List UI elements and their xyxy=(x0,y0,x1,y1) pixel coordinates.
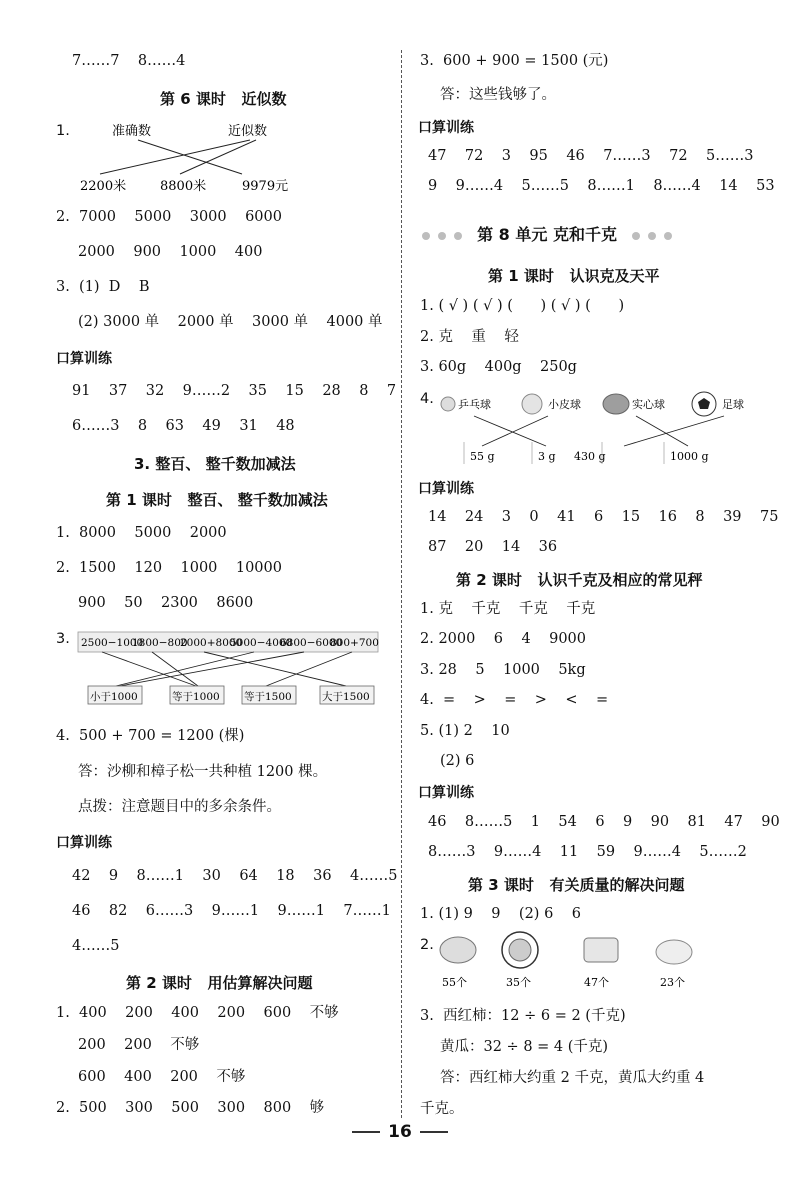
l6-q1-number: 1. xyxy=(56,123,70,139)
r-l1-q1: 1. ( √ ) ( √ ) ( ) ( √ ) ( ) xyxy=(420,298,625,314)
weight-4: 1000 g xyxy=(670,450,709,463)
box-label-2: 等于1000 xyxy=(172,691,220,703)
plate-food-icon xyxy=(509,939,531,961)
q3: 3. 600 + 900 = 1500 (元) xyxy=(420,53,609,69)
ball-label-2: 小皮球 xyxy=(548,398,581,411)
match-line xyxy=(474,416,546,446)
decor-dots-left xyxy=(418,225,466,244)
l1-q1: 1. 8000 5000 2000 xyxy=(56,525,227,541)
oral1-row1: 47 72 3 95 46 7……3 72 5……3 xyxy=(428,148,754,164)
r-l3-q1: 1. (1) 9 9 (2) 6 6 xyxy=(420,906,581,922)
count-1: 55个 xyxy=(442,976,467,989)
expr-1: 2500−1000 xyxy=(81,637,144,649)
l1-q4-tip: 点拨：注意题目中的多余条件。 xyxy=(78,799,281,815)
lesson1-title: 第 1 课时 整百、 整千数加减法 xyxy=(106,491,328,509)
r-l2-q4: 4. = > = > < = xyxy=(420,692,609,708)
unit8-header xyxy=(418,222,718,245)
l1-q2-row2: 900 50 2300 8600 xyxy=(78,595,254,611)
label-exact: 准确数 xyxy=(112,124,152,139)
oral-training-title: 口算训练 xyxy=(56,835,112,851)
top-line: 7……7 8……4 xyxy=(72,53,186,69)
oral1-row1: 91 37 32 9……2 35 15 28 8 7 xyxy=(72,383,397,399)
oral2-row3: 4……5 xyxy=(72,938,120,954)
pingpong-ball-icon xyxy=(441,397,455,411)
q3-answer: 答：这些钱够了。 xyxy=(440,87,556,103)
expr-3: 2000+8000 xyxy=(180,637,243,649)
ball-label-4: 足球 xyxy=(722,398,744,411)
r-lesson3-title: 第 3 课时 有关质量的解决问题 xyxy=(468,876,685,894)
l1-q3-matching-diagram xyxy=(76,626,386,712)
oral3-row2: 8……3 9……4 11 59 9……4 5……2 xyxy=(428,844,747,860)
l2-q1-row1: 1. 400 200 400 200 600 不够 xyxy=(56,1005,339,1021)
oral1-row2: 9 9……4 5……5 8……1 8……4 14 53 xyxy=(428,178,775,194)
oral2-row2: 87 20 14 36 xyxy=(428,539,558,555)
match-line xyxy=(482,416,548,446)
r-l3-q3-answer1: 答：西红柿大约重 2 千克，黄瓜大约重 4 xyxy=(440,1070,705,1086)
crate-icon xyxy=(584,938,618,962)
box-label-1: 小于1000 xyxy=(90,691,138,703)
l6-q3-row2: (2) 3000 单 2000 单 3000 单 4000 单 xyxy=(78,314,383,330)
count-4: 23个 xyxy=(660,976,685,989)
oral3-row1: 46 8……5 1 54 6 9 90 81 47 90 xyxy=(428,814,780,830)
count-2: 35个 xyxy=(506,976,531,989)
l2-q1-row3: 600 400 200 不够 xyxy=(78,1069,246,1085)
expr-4: 5000−4000 xyxy=(230,637,293,649)
unit3-title: 3. 整百、 整千数加减法 xyxy=(134,455,296,473)
unit8-title: 第 8 单元 克和千克 xyxy=(477,225,617,244)
oral-training-title: 口算训练 xyxy=(418,481,474,497)
oral-training-title: 口算训练 xyxy=(56,351,112,367)
r-l1-q3: 3. 60g 400g 250g xyxy=(420,359,577,375)
r-l2-q5-row2: (2) 6 xyxy=(440,753,475,769)
decor-dots-right xyxy=(628,225,676,244)
r-l3-q3-answer2: 千克。 xyxy=(420,1101,464,1117)
rubber-ball-icon xyxy=(522,394,542,414)
label-approx: 近似数 xyxy=(228,124,268,139)
l6-q2-row2: 2000 900 1000 400 xyxy=(78,244,263,260)
count-3: 47个 xyxy=(584,976,609,989)
page-number-bar-right xyxy=(420,1131,448,1133)
l6-q3-row1: 3. (1) D B xyxy=(56,279,150,295)
box-label-3: 等于1500 xyxy=(244,691,292,703)
oral2-row2: 46 82 6……3 9……1 9……1 7……1 xyxy=(72,903,391,919)
r-l2-q1: 1. 克 千克 千克 千克 xyxy=(420,601,596,617)
ball-label-3: 实心球 xyxy=(632,398,665,411)
oral-training-title: 口算训练 xyxy=(418,785,474,801)
value-2: 8800米 xyxy=(160,179,207,194)
weight-1: 55 g xyxy=(470,450,495,463)
r-l1-q4-number: 4. xyxy=(420,391,434,407)
r-l1-q2: 2. 克 重 轻 xyxy=(420,329,519,345)
r-l3-q3-row2: 黄瓜：32 ÷ 8 = 4 (千克) xyxy=(440,1039,609,1055)
page-number-bar-left xyxy=(352,1131,380,1133)
r-l2-q5-row1: 5. (1) 2 10 xyxy=(420,723,510,739)
l1-q2-row1: 2. 1500 120 1000 10000 xyxy=(56,560,282,576)
weight-3: 430 g xyxy=(574,450,606,463)
value-3: 9979元 xyxy=(242,179,289,194)
expr-5: 6800−6000 xyxy=(280,637,343,649)
oral2-row1: 14 24 3 0 41 6 15 16 8 39 75 xyxy=(428,509,779,525)
basket-icon xyxy=(440,937,476,963)
r-l3-q3: 3. 西红柿：12 ÷ 6 = 2 (千克) xyxy=(420,1008,626,1024)
match-line xyxy=(624,416,724,446)
page-number-text: 16 xyxy=(388,1122,412,1142)
oral2-row1: 42 9 8……1 30 64 18 36 4……5 xyxy=(72,868,398,884)
medicine-ball-icon xyxy=(603,394,629,414)
bowl-icon xyxy=(656,940,692,964)
value-1: 2200米 xyxy=(80,179,127,194)
match-line xyxy=(116,652,254,686)
r-l2-q2: 2. 2000 6 4 9000 xyxy=(420,631,587,647)
r-l3-q2-number: 2. xyxy=(420,937,434,953)
ball-weight-matching xyxy=(434,386,756,470)
match-line xyxy=(152,652,198,686)
match-line xyxy=(266,652,352,686)
lesson6-title: 第 6 课时 近似数 xyxy=(160,90,287,108)
r-l2-q3: 3. 28 5 1000 5kg xyxy=(420,662,586,678)
lesson2-title: 第 2 课时 用估算解决问题 xyxy=(126,974,313,992)
box-label-4: 大于1500 xyxy=(322,691,370,703)
l2-q1-row2: 200 200 不够 xyxy=(78,1037,200,1053)
l1-q4: 4. 500 + 700 = 1200 (棵) xyxy=(56,728,245,744)
oral-training-title: 口算训练 xyxy=(418,120,474,136)
l6-q2-row1: 2. 7000 5000 3000 6000 xyxy=(56,209,282,225)
l2-q2: 2. 500 300 500 300 800 够 xyxy=(56,1100,325,1116)
l1-q4-answer: 答：沙柳和樟子松一共种植 1200 棵。 xyxy=(78,764,328,780)
l1-q3-number: 3. xyxy=(56,631,70,647)
match-line xyxy=(636,416,688,446)
page-number xyxy=(0,1122,800,1142)
expr-6: 800+700 xyxy=(330,637,379,649)
oral1-row2: 6……3 8 63 49 31 48 xyxy=(72,418,295,434)
r-lesson2-title: 第 2 课时 认识千克及相应的常见秤 xyxy=(456,571,703,589)
l6-q1-matching-diagram xyxy=(70,118,300,196)
weight-2: 3 g xyxy=(538,450,556,463)
expr-2: 1800−800 xyxy=(132,637,188,649)
r-lesson1-title: 第 1 课时 认识克及天平 xyxy=(488,267,660,285)
column-divider xyxy=(401,50,402,1118)
fruit-basket-row xyxy=(434,930,714,992)
ball-label-1: 乒乓球 xyxy=(458,398,491,411)
